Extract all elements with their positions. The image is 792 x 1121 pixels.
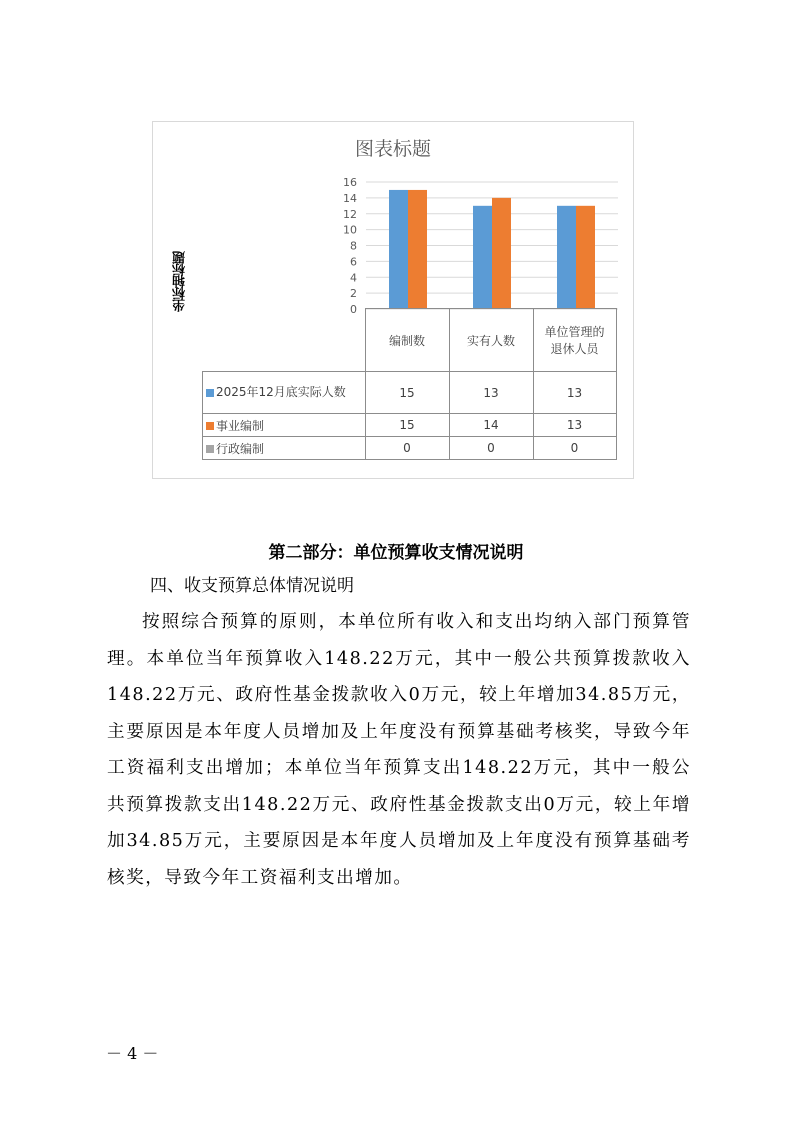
section-heading: 第二部分：单位预算收支情况说明 — [268, 543, 524, 563]
table-row — [203, 437, 617, 460]
data-table — [202, 308, 617, 460]
category-header: 实有人数 — [449, 309, 533, 372]
y-tick-label: 12 — [343, 207, 357, 221]
y-axis-title: 坐标轴标题 — [173, 252, 188, 312]
table-cell: 13 — [533, 372, 616, 414]
table-cell: 0 — [365, 437, 449, 460]
bar — [492, 198, 511, 309]
table-row — [203, 414, 617, 437]
legend-swatch-gray — [206, 445, 214, 453]
legend-swatch-orange — [206, 422, 214, 430]
table-cell: 13 — [533, 414, 616, 437]
table-header-row — [203, 309, 617, 372]
legend-swatch-blue — [206, 389, 214, 397]
y-tick-label: 2 — [350, 287, 357, 301]
y-tick-label: 14 — [343, 191, 357, 205]
category-header: 单位管理的退休人员 — [533, 309, 616, 372]
table-row — [203, 372, 617, 414]
y-tick-label: 0 — [350, 303, 357, 316]
series-name: 2025年12月底实际人数 — [216, 385, 346, 399]
page-number: － 4 － — [106, 1044, 159, 1063]
body-paragraph: 按照综合预算的原则，本单位所有收入和支出均纳入部门预算管理。本单位当年预算收入148.22万元，其中一般公共预算拨款收入148.22万元、政府性基金拨款收入0万元，较上年增加34.85万元，主要原因是本年度人员增加及上年度没有预算基础考核奖，导致今年工资福利支出增加；本单位当年预算支出148.22万元，其中一般公共预算拨款支出148.22万元、政府性基金拨款支出0万元，较上年增加34.85万元，主要原因是本年度人员增加及上年度没有预算基础考核奖，导致今年工资福利支出增加。 — [107, 612, 691, 888]
table-cell: 15 — [365, 372, 449, 414]
table-cell: 15 — [365, 414, 449, 437]
chart-title: 图表标题 — [354, 138, 431, 160]
chart — [152, 121, 634, 479]
legend-entry — [203, 372, 366, 414]
bar — [408, 190, 427, 309]
y-tick-label: 8 — [350, 239, 357, 253]
bar — [576, 206, 595, 309]
bar — [473, 206, 492, 309]
bar — [557, 206, 576, 309]
plot-area — [153, 122, 633, 322]
y-tick-label: 6 — [350, 255, 357, 269]
table-cell: 13 — [449, 372, 533, 414]
y-tick-label: 4 — [350, 271, 357, 285]
bar — [389, 190, 408, 309]
legend-entry — [203, 414, 366, 437]
table-cell: 0 — [533, 437, 616, 460]
subheading: 四、收支预算总体情况说明 — [150, 576, 354, 596]
table-cell: 0 — [449, 437, 533, 460]
y-tick-label: 10 — [343, 223, 357, 237]
table-cell: 14 — [449, 414, 533, 437]
y-tick-label: 16 — [343, 176, 357, 189]
series-name: 事业编制 — [216, 418, 265, 433]
series-name: 行政编制 — [216, 441, 265, 456]
legend-entry — [203, 437, 366, 460]
category-header: 编制数 — [365, 309, 449, 372]
